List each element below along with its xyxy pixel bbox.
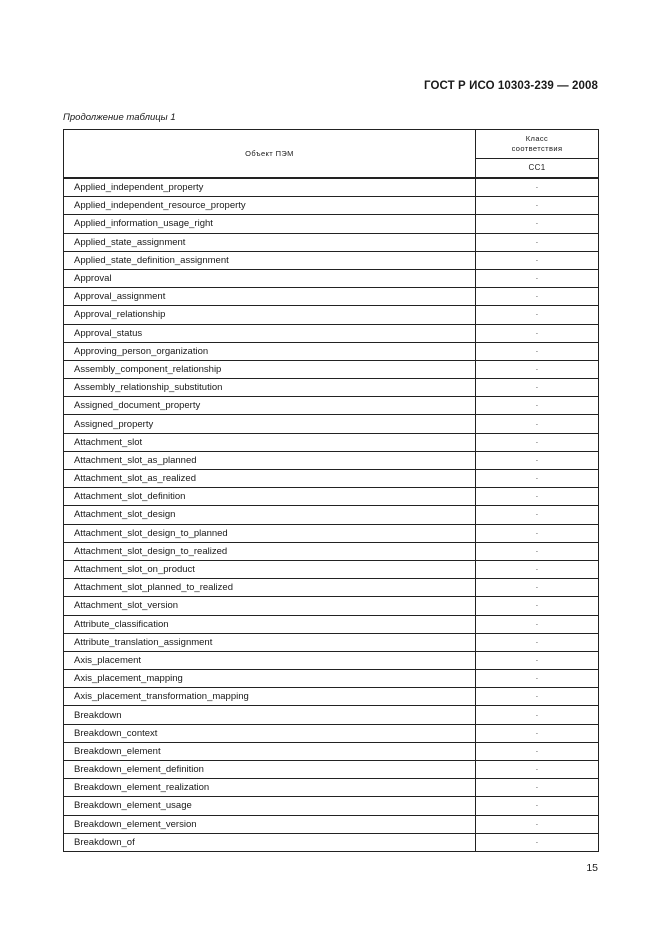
object-name-cell: Breakdown_element_realization	[64, 779, 476, 797]
cc1-mark-cell: ·	[476, 433, 599, 451]
table-row	[64, 761, 599, 779]
table-row	[64, 197, 599, 215]
cc1-mark-cell: ·	[476, 542, 599, 560]
object-name-cell: Breakdown_context	[64, 724, 476, 742]
table-row	[64, 560, 599, 578]
cc1-mark-cell: ·	[476, 688, 599, 706]
object-name-cell: Attribute_classification	[64, 615, 476, 633]
cc1-mark-cell: ·	[476, 506, 599, 524]
object-name-cell: Breakdown_of	[64, 833, 476, 851]
table-header	[64, 130, 599, 179]
table-row	[64, 797, 599, 815]
object-name-cell: Attachment_slot_design_to_planned	[64, 524, 476, 542]
object-name-cell: Approval	[64, 269, 476, 287]
cc1-mark-cell: ·	[476, 560, 599, 578]
cc1-mark-cell: ·	[476, 470, 599, 488]
cc1-mark-cell: ·	[476, 269, 599, 287]
class-column-header	[476, 130, 599, 159]
class-header-line2: соответствия	[511, 143, 563, 153]
object-name-cell: Approval_status	[64, 324, 476, 342]
cc1-mark-cell: ·	[476, 251, 599, 269]
table-row	[64, 633, 599, 651]
object-name-cell: Breakdown_element_definition	[64, 761, 476, 779]
cc1-mark-cell: ·	[476, 633, 599, 651]
table-row	[64, 742, 599, 760]
table-caption: Продолжение таблицы 1	[63, 112, 176, 123]
cc1-mark-cell: ·	[476, 342, 599, 360]
cc1-mark-cell: ·	[476, 306, 599, 324]
cc1-column-header: CC1	[476, 158, 599, 178]
conformance-table	[63, 129, 598, 852]
cc1-mark-cell: ·	[476, 597, 599, 615]
object-name-cell: Approval_assignment	[64, 288, 476, 306]
table-row	[64, 779, 599, 797]
cc1-mark-cell: ·	[476, 288, 599, 306]
table-row	[64, 269, 599, 287]
table-row	[64, 288, 599, 306]
object-name-cell: Attachment_slot_as_planned	[64, 451, 476, 469]
object-name-cell: Breakdown_element_version	[64, 815, 476, 833]
cc1-mark-cell: ·	[476, 706, 599, 724]
table-body	[64, 178, 599, 851]
cc1-mark-cell: ·	[476, 670, 599, 688]
cc1-mark-cell: ·	[476, 215, 599, 233]
table-row	[64, 306, 599, 324]
object-name-cell: Assembly_relationship_substitution	[64, 379, 476, 397]
object-name-cell: Axis_placement	[64, 651, 476, 669]
object-name-cell: Assigned_property	[64, 415, 476, 433]
object-name-cell: Assigned_document_property	[64, 397, 476, 415]
object-name-cell: Assembly_component_relationship	[64, 360, 476, 378]
cc1-mark-cell: ·	[476, 579, 599, 597]
object-name-cell: Approval_relationship	[64, 306, 476, 324]
cc1-mark-cell: ·	[476, 651, 599, 669]
cc1-mark-cell: ·	[476, 379, 599, 397]
table-row	[64, 670, 599, 688]
cc1-mark-cell: ·	[476, 833, 599, 851]
object-name-cell: Attachment_slot_planned_to_realized	[64, 579, 476, 597]
cc1-mark-cell: ·	[476, 233, 599, 251]
cc1-mark-cell: ·	[476, 797, 599, 815]
object-name-cell: Applied_independent_resource_property	[64, 197, 476, 215]
object-name-cell: Breakdown_element	[64, 742, 476, 760]
cc1-mark-cell: ·	[476, 488, 599, 506]
table-row	[64, 342, 599, 360]
object-name-cell: Attachment_slot_as_realized	[64, 470, 476, 488]
object-name-cell: Attachment_slot	[64, 433, 476, 451]
object-name-cell: Applied_information_usage_right	[64, 215, 476, 233]
cc1-mark-cell: ·	[476, 524, 599, 542]
cc1-mark-cell: ·	[476, 415, 599, 433]
table-row	[64, 415, 599, 433]
object-name-cell: Approving_person_organization	[64, 342, 476, 360]
table-row	[64, 706, 599, 724]
cc1-mark-cell: ·	[476, 615, 599, 633]
cc1-mark-cell: ·	[476, 451, 599, 469]
cc1-mark-cell: ·	[476, 397, 599, 415]
cc1-mark-cell: ·	[476, 724, 599, 742]
cc1-mark-cell: ·	[476, 815, 599, 833]
object-name-cell: Attachment_slot_version	[64, 597, 476, 615]
object-name-cell: Attribute_translation_assignment	[64, 633, 476, 651]
cc1-mark-cell: ·	[476, 360, 599, 378]
object-name-cell: Axis_placement_transformation_mapping	[64, 688, 476, 706]
object-column-header: Объект ПЭМ	[64, 130, 476, 179]
cc1-mark-cell: ·	[476, 761, 599, 779]
table-row	[64, 833, 599, 851]
table-row	[64, 470, 599, 488]
table-row	[64, 379, 599, 397]
cc1-mark-cell: ·	[476, 779, 599, 797]
object-name-cell: Attachment_slot_on_product	[64, 560, 476, 578]
object-name-cell: Breakdown_element_usage	[64, 797, 476, 815]
table-row	[64, 397, 599, 415]
page-number: 15	[586, 862, 598, 874]
table-row	[64, 651, 599, 669]
cc1-mark-cell: ·	[476, 324, 599, 342]
object-name-cell: Applied_independent_property	[64, 178, 476, 197]
object-name-cell: Applied_state_assignment	[64, 233, 476, 251]
class-header-line1: Класс	[525, 133, 549, 143]
object-name-cell: Breakdown	[64, 706, 476, 724]
table-row	[64, 542, 599, 560]
table-row	[64, 524, 599, 542]
object-name-cell: Attachment_slot_design_to_realized	[64, 542, 476, 560]
table-row	[64, 233, 599, 251]
table-row	[64, 324, 599, 342]
cc1-mark-cell: ·	[476, 197, 599, 215]
table-row	[64, 215, 599, 233]
table-row	[64, 688, 599, 706]
table-row	[64, 615, 599, 633]
object-name-cell: Applied_state_definition_assignment	[64, 251, 476, 269]
table-row	[64, 451, 599, 469]
table-row	[64, 579, 599, 597]
table-row	[64, 597, 599, 615]
standard-header: ГОСТ Р ИСО 10303-239 — 2008	[423, 80, 598, 92]
object-name-cell: Attachment_slot_design	[64, 506, 476, 524]
object-name-cell: Attachment_slot_definition	[64, 488, 476, 506]
table-row	[64, 488, 599, 506]
object-name-cell: Axis_placement_mapping	[64, 670, 476, 688]
cc1-mark-cell: ·	[476, 742, 599, 760]
cc1-mark-cell: ·	[476, 178, 599, 197]
table-row	[64, 178, 599, 197]
table-row	[64, 506, 599, 524]
table-row	[64, 815, 599, 833]
table-row	[64, 433, 599, 451]
table-row	[64, 251, 599, 269]
table-row	[64, 724, 599, 742]
table-row	[64, 360, 599, 378]
